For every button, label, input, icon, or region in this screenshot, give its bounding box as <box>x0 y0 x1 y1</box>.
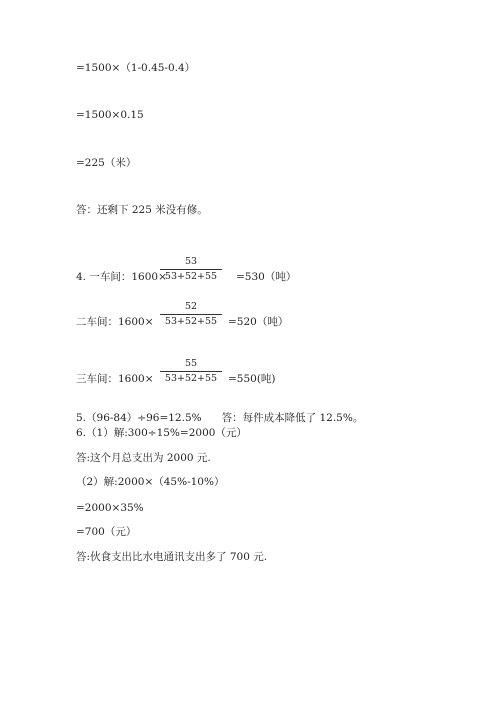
fraction-numerator: 55 <box>184 358 198 369</box>
problem-6-answer-2: 答:伙食支出比水电通讯支出多了 700 元. <box>76 551 268 563</box>
fraction-denominator: 53+52+55 <box>164 271 218 282</box>
problem-6-part-1: 6.（1）解:300÷15%=2000（元） <box>76 427 247 439</box>
step-line-3: =225（米） <box>76 157 137 169</box>
problem-6-part-2: （2）解:2000×（45%-10%） <box>76 476 225 488</box>
fraction-numerator: 52 <box>184 301 198 312</box>
problem-5-line: 5.（96-84）÷96=12.5% 答：每件成本降低了 12.5%。 <box>76 412 364 424</box>
fraction-bar <box>160 371 222 372</box>
workshop-2-result: =520（吨） <box>228 316 289 328</box>
workshop-1-fraction <box>156 256 226 283</box>
workshop-3-label: 三车间：1600× <box>76 373 154 385</box>
fraction-bar <box>160 269 222 270</box>
problem-6-step-1: =2000×35% <box>76 502 144 514</box>
workshop-1-row <box>76 256 376 296</box>
workshop-1-label: 4. 一车间：1600× <box>76 271 167 283</box>
workshop-2-label: 二车间：1600× <box>76 316 154 328</box>
workshop-3-row <box>76 358 376 398</box>
fraction-numerator: 53 <box>184 256 198 267</box>
fraction-denominator: 53+52+55 <box>164 316 218 327</box>
workshop-3-fraction <box>156 358 226 385</box>
answer-line-3: 答：还剩下 225 米没有修。 <box>76 204 208 216</box>
fraction-denominator: 53+52+55 <box>164 373 218 384</box>
workshop-2-fraction <box>156 301 226 328</box>
fraction-bar <box>160 314 222 315</box>
problem-6-answer-1: 答:这个月总支出为 2000 元. <box>76 452 211 464</box>
workshop-2-row <box>76 301 376 341</box>
step-line-1: =1500×（1-0.45-0.4） <box>76 62 196 74</box>
workshop-3-result: =550(吨) <box>228 373 276 385</box>
workshop-1-result: =530（吨） <box>236 271 297 283</box>
step-line-2: =1500×0.15 <box>76 109 144 121</box>
problem-6-step-2: =700（元） <box>76 526 137 538</box>
